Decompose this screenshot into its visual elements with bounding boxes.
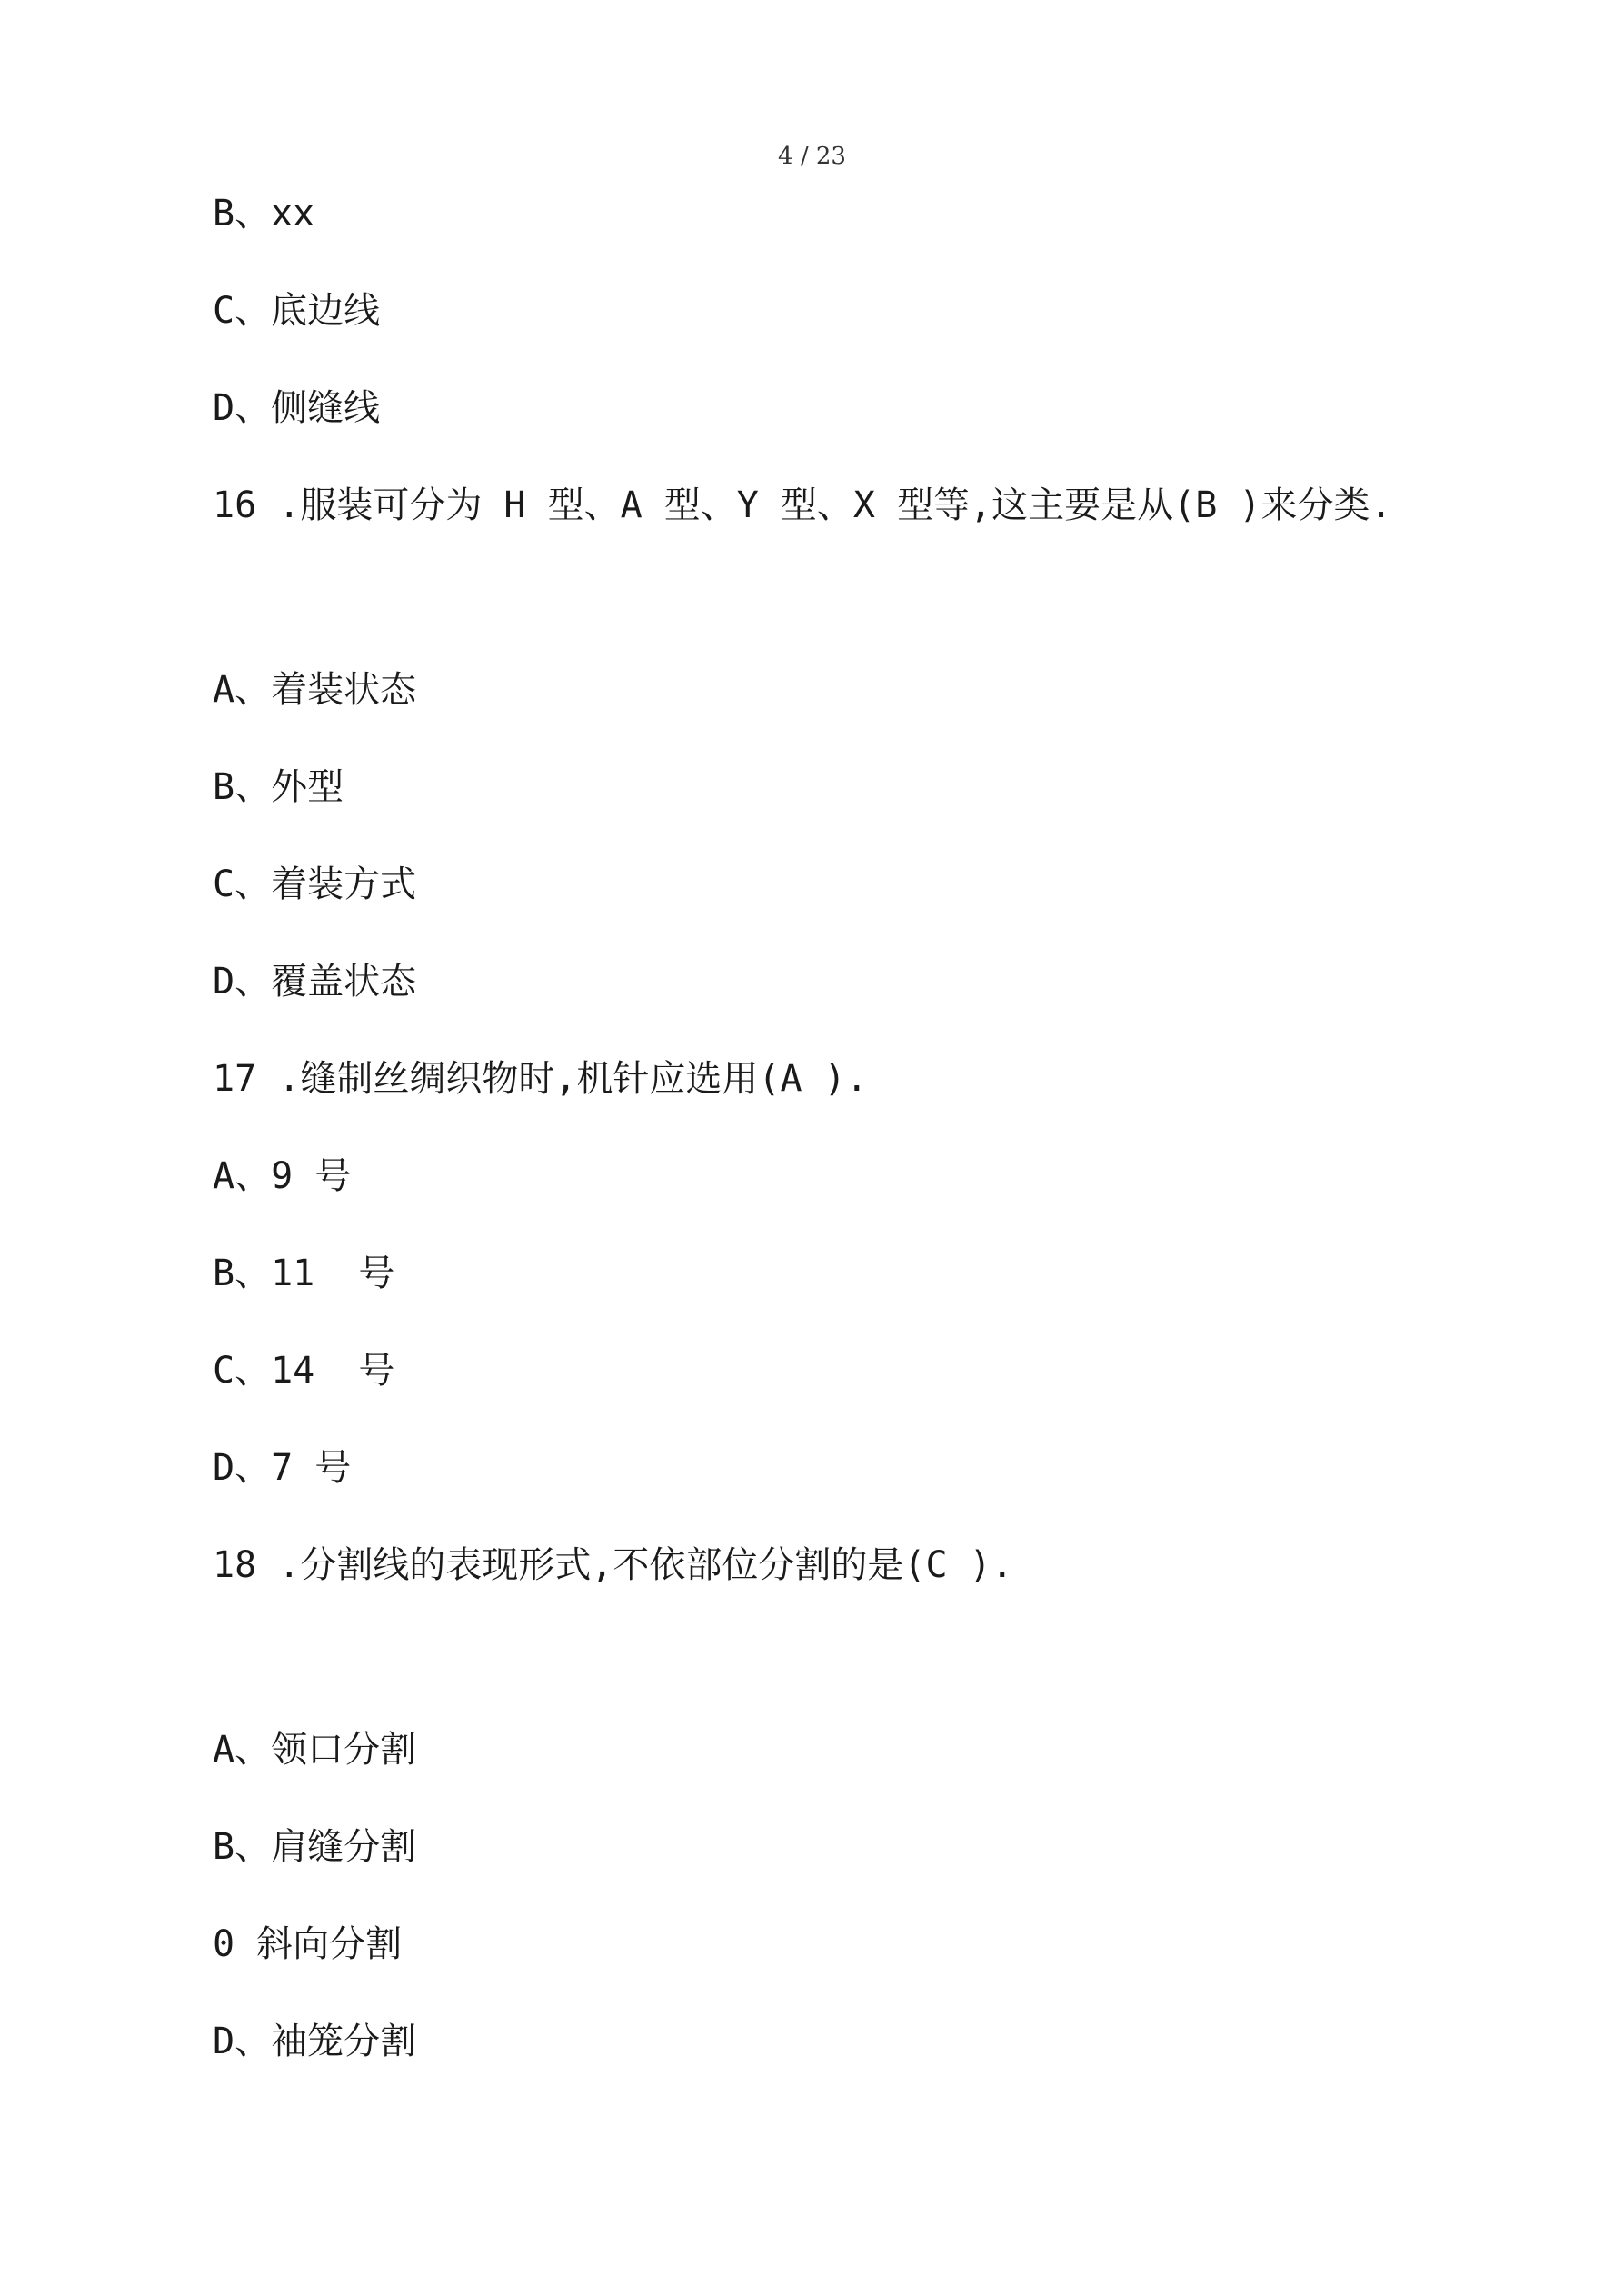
option-b-16: B、外型 <box>213 766 344 808</box>
question-18: 18 .分割线的表现形式,不依部位分割的是(C ). <box>213 1544 1013 1586</box>
option-c-15: C、底边线 <box>213 290 381 332</box>
option-a-16: A、着装状态 <box>213 669 417 711</box>
option-b-18: B、肩缝分割 <box>213 1826 417 1868</box>
option-a-18: A、领口分割 <box>213 1729 417 1771</box>
option-b-17: B、11 号 <box>213 1253 395 1294</box>
option-d-18: D、袖笼分割 <box>213 2021 417 2062</box>
option-d-15: D、侧缝线 <box>213 387 381 429</box>
option-c-17: C、14 号 <box>213 1350 395 1392</box>
option-d-16: D、覆盖状态 <box>213 961 417 1003</box>
page-number: 4 / 23 <box>778 143 846 170</box>
option-c-16: C、着装方式 <box>213 863 417 905</box>
option-b-15: B、xx <box>213 193 315 235</box>
option-c-18: 0 斜向分割 <box>213 1923 403 1965</box>
question-17: 17 .缝制丝绸织物时,机针应选用(A ). <box>213 1058 868 1100</box>
question-16: 16 .服装可分为 H 型、A 型、Y 型、X 型等,这主要是从(B )来分类. <box>213 484 1392 526</box>
option-a-17: A、9 号 <box>213 1155 352 1197</box>
option-d-17: D、7 号 <box>213 1447 352 1489</box>
